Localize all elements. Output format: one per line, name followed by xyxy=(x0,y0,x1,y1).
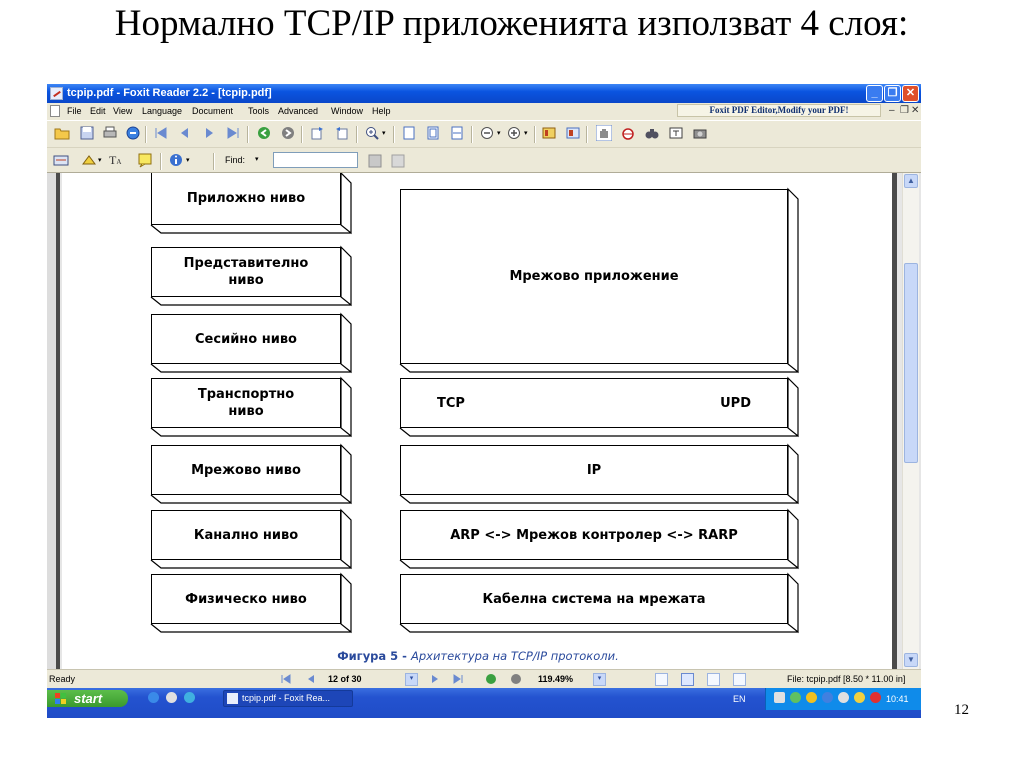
tcpip-link-layer: ARP <-> Мрежов контролер <-> RARP xyxy=(400,510,788,560)
start-label: start xyxy=(74,691,103,706)
osi-transport-layer xyxy=(151,378,341,428)
page-dropdown-icon[interactable]: ▾ xyxy=(405,673,418,686)
toolbar-separator xyxy=(586,126,588,143)
info-dropdown-icon[interactable]: ▾ xyxy=(186,157,190,164)
status-last-page-icon[interactable] xyxy=(452,673,464,685)
thumbnails-panel-icon[interactable] xyxy=(565,125,581,141)
windows-flag-icon xyxy=(55,693,67,704)
fit-page-icon[interactable] xyxy=(425,125,441,141)
open-folder-icon[interactable] xyxy=(54,125,70,141)
vertical-scrollbar[interactable] xyxy=(902,173,919,669)
status-previous-page-icon[interactable] xyxy=(305,673,317,685)
facing-view-icon[interactable] xyxy=(707,673,720,686)
tray-update-icon[interactable] xyxy=(838,692,849,703)
osi-presentation-label: Представително ниво xyxy=(183,256,309,288)
osi-session-layer: Сесийно ниво xyxy=(151,314,341,364)
window-title: tcpip.pdf - Foxit Reader 2.2 - [tcpip.pdf] xyxy=(67,87,272,99)
tray-volume-icon[interactable] xyxy=(806,692,817,703)
comment-note-icon[interactable] xyxy=(137,152,153,168)
toolbar-separator xyxy=(247,126,249,143)
tcpip-application-layer: Мрежово приложение xyxy=(400,189,788,364)
find-input[interactable] xyxy=(273,152,358,168)
menu-view[interactable]: View xyxy=(113,106,133,116)
udp-label: UPD xyxy=(720,395,751,411)
scroll-down-button[interactable]: ▼ xyxy=(904,653,918,667)
taskbar-foxit-label: tcpip.pdf - Foxit Rea... xyxy=(242,693,331,703)
foxit-editor-promo-link[interactable]: Foxit PDF Editor,Modify your PDF! xyxy=(677,104,881,117)
document-icon xyxy=(50,105,60,117)
menu-help[interactable]: Help xyxy=(372,106,391,116)
menu-file[interactable]: File xyxy=(67,106,82,116)
menu-bar xyxy=(47,103,921,119)
menu-document[interactable]: Document xyxy=(192,106,234,116)
main-toolbar xyxy=(47,120,921,147)
zoom-in-icon[interactable] xyxy=(364,125,380,141)
fit-width-icon[interactable] xyxy=(449,125,465,141)
toolbar-separator xyxy=(145,126,147,143)
slide-title: Нормално TCP/IP приложенията използват 4 слоя: xyxy=(114,3,909,44)
save-icon[interactable] xyxy=(79,125,95,141)
continuous-view-icon[interactable] xyxy=(681,673,694,686)
zoom-dropdown-button[interactable]: ▾ xyxy=(593,673,606,686)
toolbar-separator xyxy=(393,126,395,143)
tray-antivirus-icon[interactable] xyxy=(870,692,881,703)
find-label: Find: xyxy=(225,155,246,165)
menu-advanced[interactable]: Advanced xyxy=(278,106,319,116)
figure-caption-text: Архитектура на TCP/IP протоколи. xyxy=(410,649,619,663)
scroll-up-button[interactable]: ▲ xyxy=(904,174,918,188)
tcpip-internet-layer: IP xyxy=(400,445,788,495)
actual-size-icon[interactable] xyxy=(401,125,417,141)
foxit-task-icon xyxy=(227,693,238,704)
last-page-icon[interactable] xyxy=(225,125,241,141)
system-tray xyxy=(765,688,921,710)
find-next-icon[interactable] xyxy=(390,153,406,169)
status-bar xyxy=(47,669,921,689)
foxit-reader-window xyxy=(47,84,921,718)
next-page-icon[interactable] xyxy=(201,125,217,141)
doc-close-icon[interactable]: ✕ xyxy=(911,105,920,116)
toolbar-separator xyxy=(160,153,162,170)
osi-physical-layer: Физическо ниво xyxy=(151,574,341,624)
email-icon[interactable] xyxy=(125,125,141,141)
osi-datalink-layer: Канално ниво xyxy=(151,510,341,560)
quick-launch-ie-icon[interactable] xyxy=(148,692,159,703)
status-first-page-icon[interactable] xyxy=(280,673,292,685)
rotate-clockwise-icon[interactable] xyxy=(309,125,325,141)
toolbar-separator xyxy=(471,126,473,143)
zoom-out-dropdown-icon[interactable]: ▾ xyxy=(497,130,501,137)
left-panel-edge[interactable] xyxy=(47,173,60,669)
hand-tool-icon[interactable] xyxy=(596,125,612,141)
tcpip-transport-layer xyxy=(400,378,788,428)
language-indicator[interactable]: EN xyxy=(733,694,746,704)
status-ready: Ready xyxy=(49,674,76,684)
tray-app-icon[interactable] xyxy=(790,692,801,703)
toolbar-separator xyxy=(356,126,358,143)
menu-edit[interactable]: Edit xyxy=(90,106,106,116)
figure-caption-number: Фигура 5 - xyxy=(337,649,411,663)
figure-caption xyxy=(62,649,894,663)
find-options-dropdown-icon[interactable]: ▾ xyxy=(255,156,259,163)
start-button[interactable] xyxy=(47,690,128,707)
typewriter-icon[interactable] xyxy=(53,152,69,168)
slide-page-number: 12 xyxy=(954,702,969,718)
text-select-tool-icon[interactable] xyxy=(668,125,684,141)
scroll-thumb[interactable] xyxy=(904,263,918,463)
osi-transport-label: Транспортно ниво xyxy=(197,387,295,419)
zoom-in-dropdown-icon[interactable]: ▾ xyxy=(524,130,528,137)
close-button[interactable]: ✕ xyxy=(902,85,919,102)
restore-button[interactable]: ❐ xyxy=(884,85,901,102)
secondary-toolbar xyxy=(47,147,921,173)
print-icon[interactable] xyxy=(102,125,118,141)
rotate-counterclockwise-icon[interactable] xyxy=(334,125,350,141)
zoom-out-circle-icon[interactable] xyxy=(479,125,495,141)
page-indicator[interactable]: 12 of 30 xyxy=(328,674,362,684)
osi-network-layer: Мрежово ниво xyxy=(151,445,341,495)
single-page-view-icon[interactable] xyxy=(655,673,668,686)
tray-star-icon[interactable] xyxy=(854,692,865,703)
quick-launch-app-icon[interactable] xyxy=(166,692,177,703)
osi-application-layer: Приложно ниво xyxy=(151,173,341,225)
doc-restore-icon[interactable]: ❐ xyxy=(900,105,909,116)
toolbar-separator xyxy=(534,126,536,143)
highlight-tool-icon[interactable] xyxy=(81,152,97,168)
snapshot-tool-icon[interactable] xyxy=(620,125,636,141)
tcp-label: TCP xyxy=(437,395,465,411)
status-forward-icon[interactable] xyxy=(510,673,522,685)
go-back-icon[interactable] xyxy=(256,125,272,141)
info-icon[interactable] xyxy=(168,152,184,168)
zoom-dropdown-icon[interactable]: ▾ xyxy=(382,130,386,137)
continuous-facing-view-icon[interactable] xyxy=(733,673,746,686)
tray-network-icon[interactable] xyxy=(774,692,785,703)
windows-taskbar xyxy=(47,688,921,718)
toolbar-separator xyxy=(301,126,303,143)
text-tool-icon[interactable]: TA xyxy=(109,153,122,167)
osi-presentation-layer xyxy=(151,247,341,297)
title-bar[interactable] xyxy=(47,84,921,103)
status-back-icon[interactable] xyxy=(485,673,497,685)
highlight-dropdown-icon[interactable]: ▾ xyxy=(98,157,102,164)
find-binoculars-icon[interactable] xyxy=(644,125,660,141)
foxit-app-icon xyxy=(50,87,63,100)
tcpip-physical-layer: Кабелна система на мрежата xyxy=(400,574,788,624)
go-forward-icon[interactable] xyxy=(280,125,296,141)
previous-page-icon[interactable] xyxy=(177,125,193,141)
doc-minimize-icon[interactable]: – xyxy=(889,105,895,116)
taskbar-foxit-button[interactable] xyxy=(223,690,353,707)
status-next-page-icon[interactable] xyxy=(429,673,441,685)
zoom-in-circle-icon[interactable] xyxy=(506,125,522,141)
toolbar-separator xyxy=(213,153,215,170)
find-previous-icon[interactable] xyxy=(367,153,383,169)
page-right-edge xyxy=(892,173,897,669)
quick-launch-media-icon[interactable] xyxy=(184,692,195,703)
clock: 10:41 xyxy=(886,694,909,704)
snapshot-camera-icon[interactable] xyxy=(692,125,708,141)
zoom-level[interactable]: 119.49% xyxy=(538,674,574,684)
first-page-icon[interactable] xyxy=(153,125,169,141)
file-info: File: tcpip.pdf [8.50 * 11.00 in] xyxy=(787,674,906,684)
pdf-page xyxy=(62,173,894,669)
menu-tools[interactable]: Tools xyxy=(248,106,270,116)
document-area xyxy=(47,173,921,669)
tray-security-icon[interactable] xyxy=(822,692,833,703)
menu-window[interactable]: Window xyxy=(331,106,364,116)
minimize-button[interactable]: _ xyxy=(866,85,883,102)
menu-language[interactable]: Language xyxy=(142,106,183,116)
bookmarks-panel-icon[interactable] xyxy=(541,125,557,141)
